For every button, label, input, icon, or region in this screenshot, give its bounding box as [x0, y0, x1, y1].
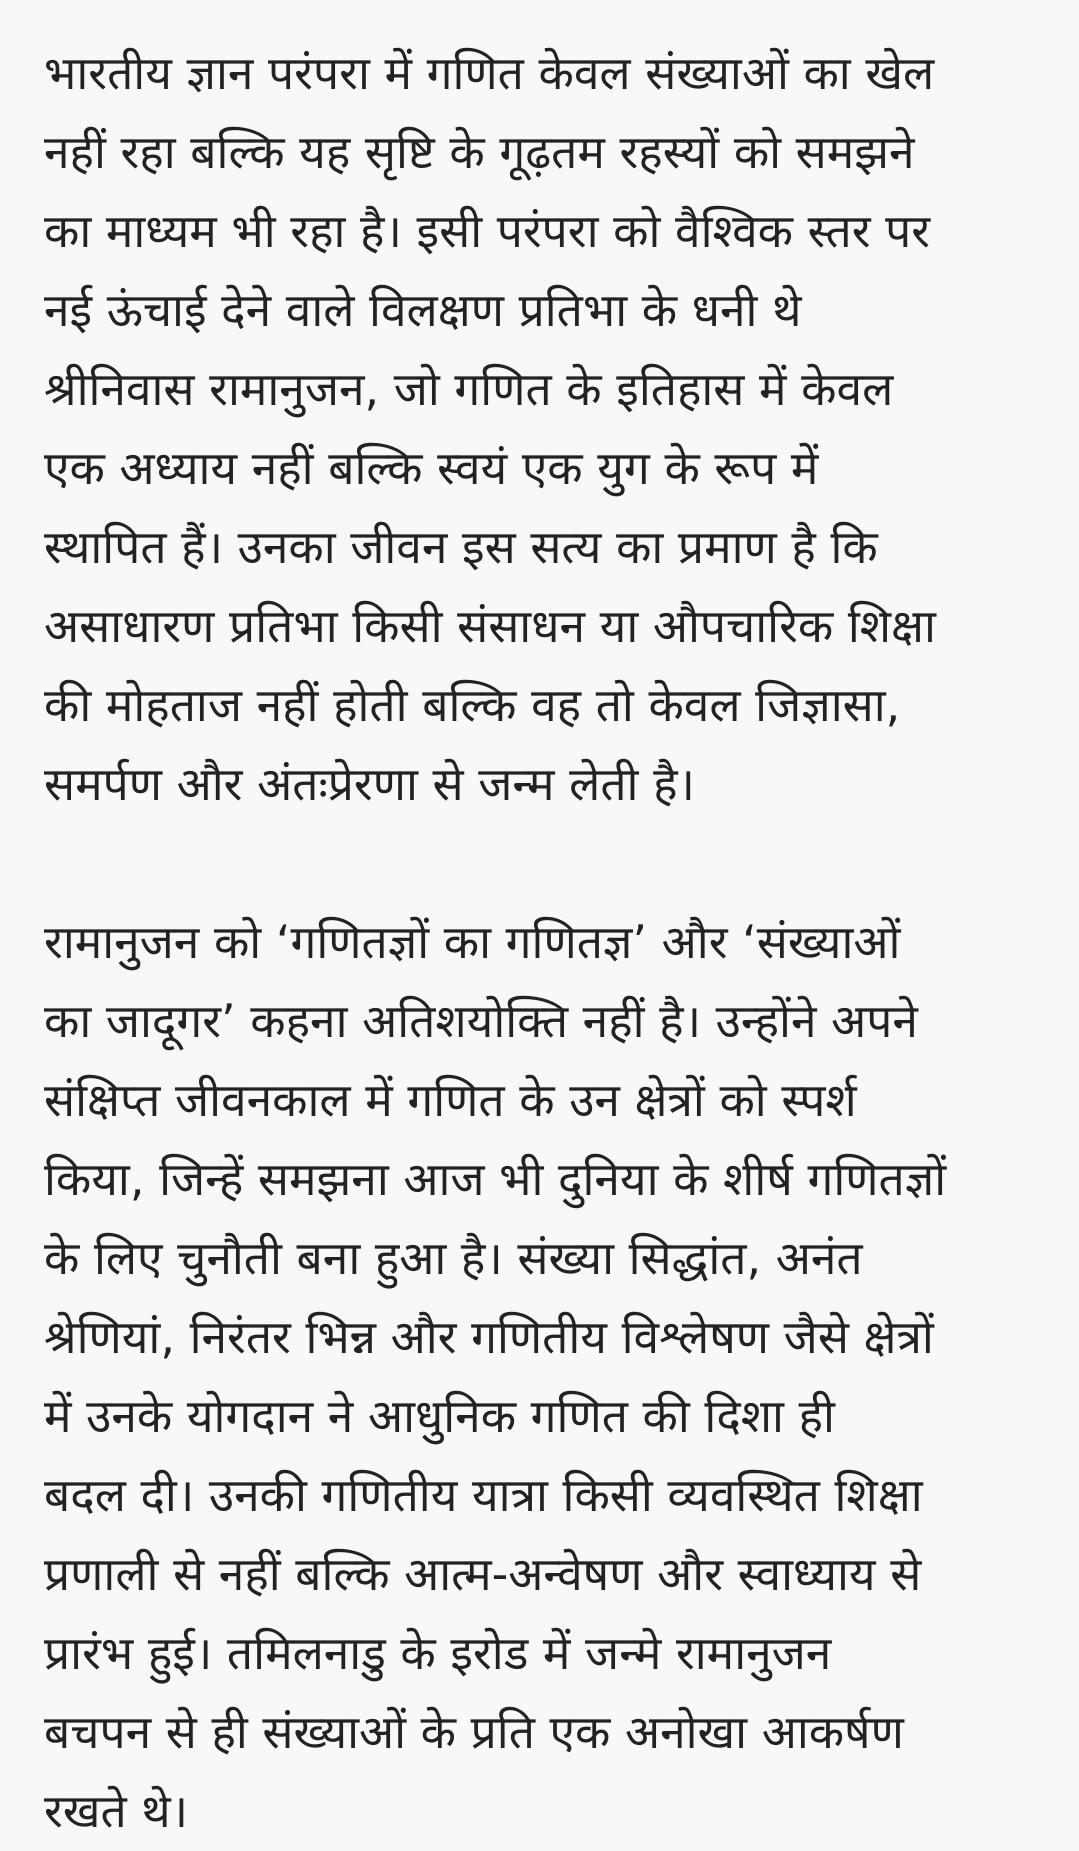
text-line: बचपन से ही संख्याओं के प्रति एक अनोखा आकर्षण — [44, 1705, 904, 1759]
text-line: रामानुजन को ‘गणितज्ञों का गणितज्ञ’ और ‘संख्याओं — [44, 915, 901, 969]
text-line: प्रारंभ हुई। तमिलनाडु के इरोड में जन्मे रामानुजन — [44, 1626, 832, 1680]
text-line: नई ऊंचाई देने वाले विलक्षण प्रतिभा के धनी थे — [44, 283, 802, 337]
text-line: किया, जिन्हें समझना आज भी दुनिया के शीर्ष गणितज्ञों — [44, 1152, 947, 1206]
paragraph-spacer — [44, 824, 1029, 903]
text-line: एक अध्याय नहीं बल्कि स्वयं एक युग के रूप में — [44, 441, 819, 495]
text-line: में उनके योगदान ने आधुनिक गणित की दिशा ही — [44, 1389, 835, 1443]
text-line: प्रणाली से नहीं बल्कि आत्म-अन्वेषण और स्वाध्याय से — [44, 1547, 922, 1601]
article-body — [44, 34, 1029, 1851]
text-line: श्रीनिवास रामानुजन, जो गणित के इतिहास में केवल — [44, 362, 894, 416]
text-line: की मोहताज नहीं होती बल्कि वह तो केवल जिज्ञासा, — [44, 678, 901, 732]
text-line: नहीं रहा बल्कि यह सृष्टि के गूढ़तम रहस्यों को समझने — [44, 125, 915, 179]
text-line: के लिए चुनौती बना हुआ है। संख्या सिद्धांत, अनंत — [44, 1231, 863, 1285]
text-line: असाधारण प्रतिभा किसी संसाधन या औपचारिक शिक्षा — [44, 599, 936, 653]
text-line: का जादूगर’ कहना अतिशयोक्ति नहीं है। उन्होंने अपने — [44, 994, 918, 1048]
text-line: श्रेणियां, निरंतर भिन्न और गणितीय विश्लेषण जैसे क्षेत्रों — [44, 1310, 934, 1364]
text-line: स्थापित हैं। उनका जीवन इस सत्य का प्रमाण है कि — [44, 520, 878, 574]
text-line: भारतीय ज्ञान परंपरा में गणित केवल संख्याओं का खेल — [44, 46, 935, 100]
text-line: रखते थे। — [44, 1784, 189, 1838]
text-line: संक्षिप्त जीवनकाल में गणित के उन क्षेत्रों को स्पर्श — [44, 1073, 857, 1127]
paragraph-2 — [44, 903, 1029, 1851]
paragraph-1 — [44, 34, 1029, 824]
text-line: का माध्यम भी रहा है। इसी परंपरा को वैश्विक स्तर पर — [44, 204, 931, 258]
text-line: समर्पण और अंतःप्रेरणा से जन्म लेती है। — [44, 757, 695, 811]
text-line: बदल दी। उनकी गणितीय यात्रा किसी व्यवस्थित शिक्षा — [44, 1468, 923, 1522]
